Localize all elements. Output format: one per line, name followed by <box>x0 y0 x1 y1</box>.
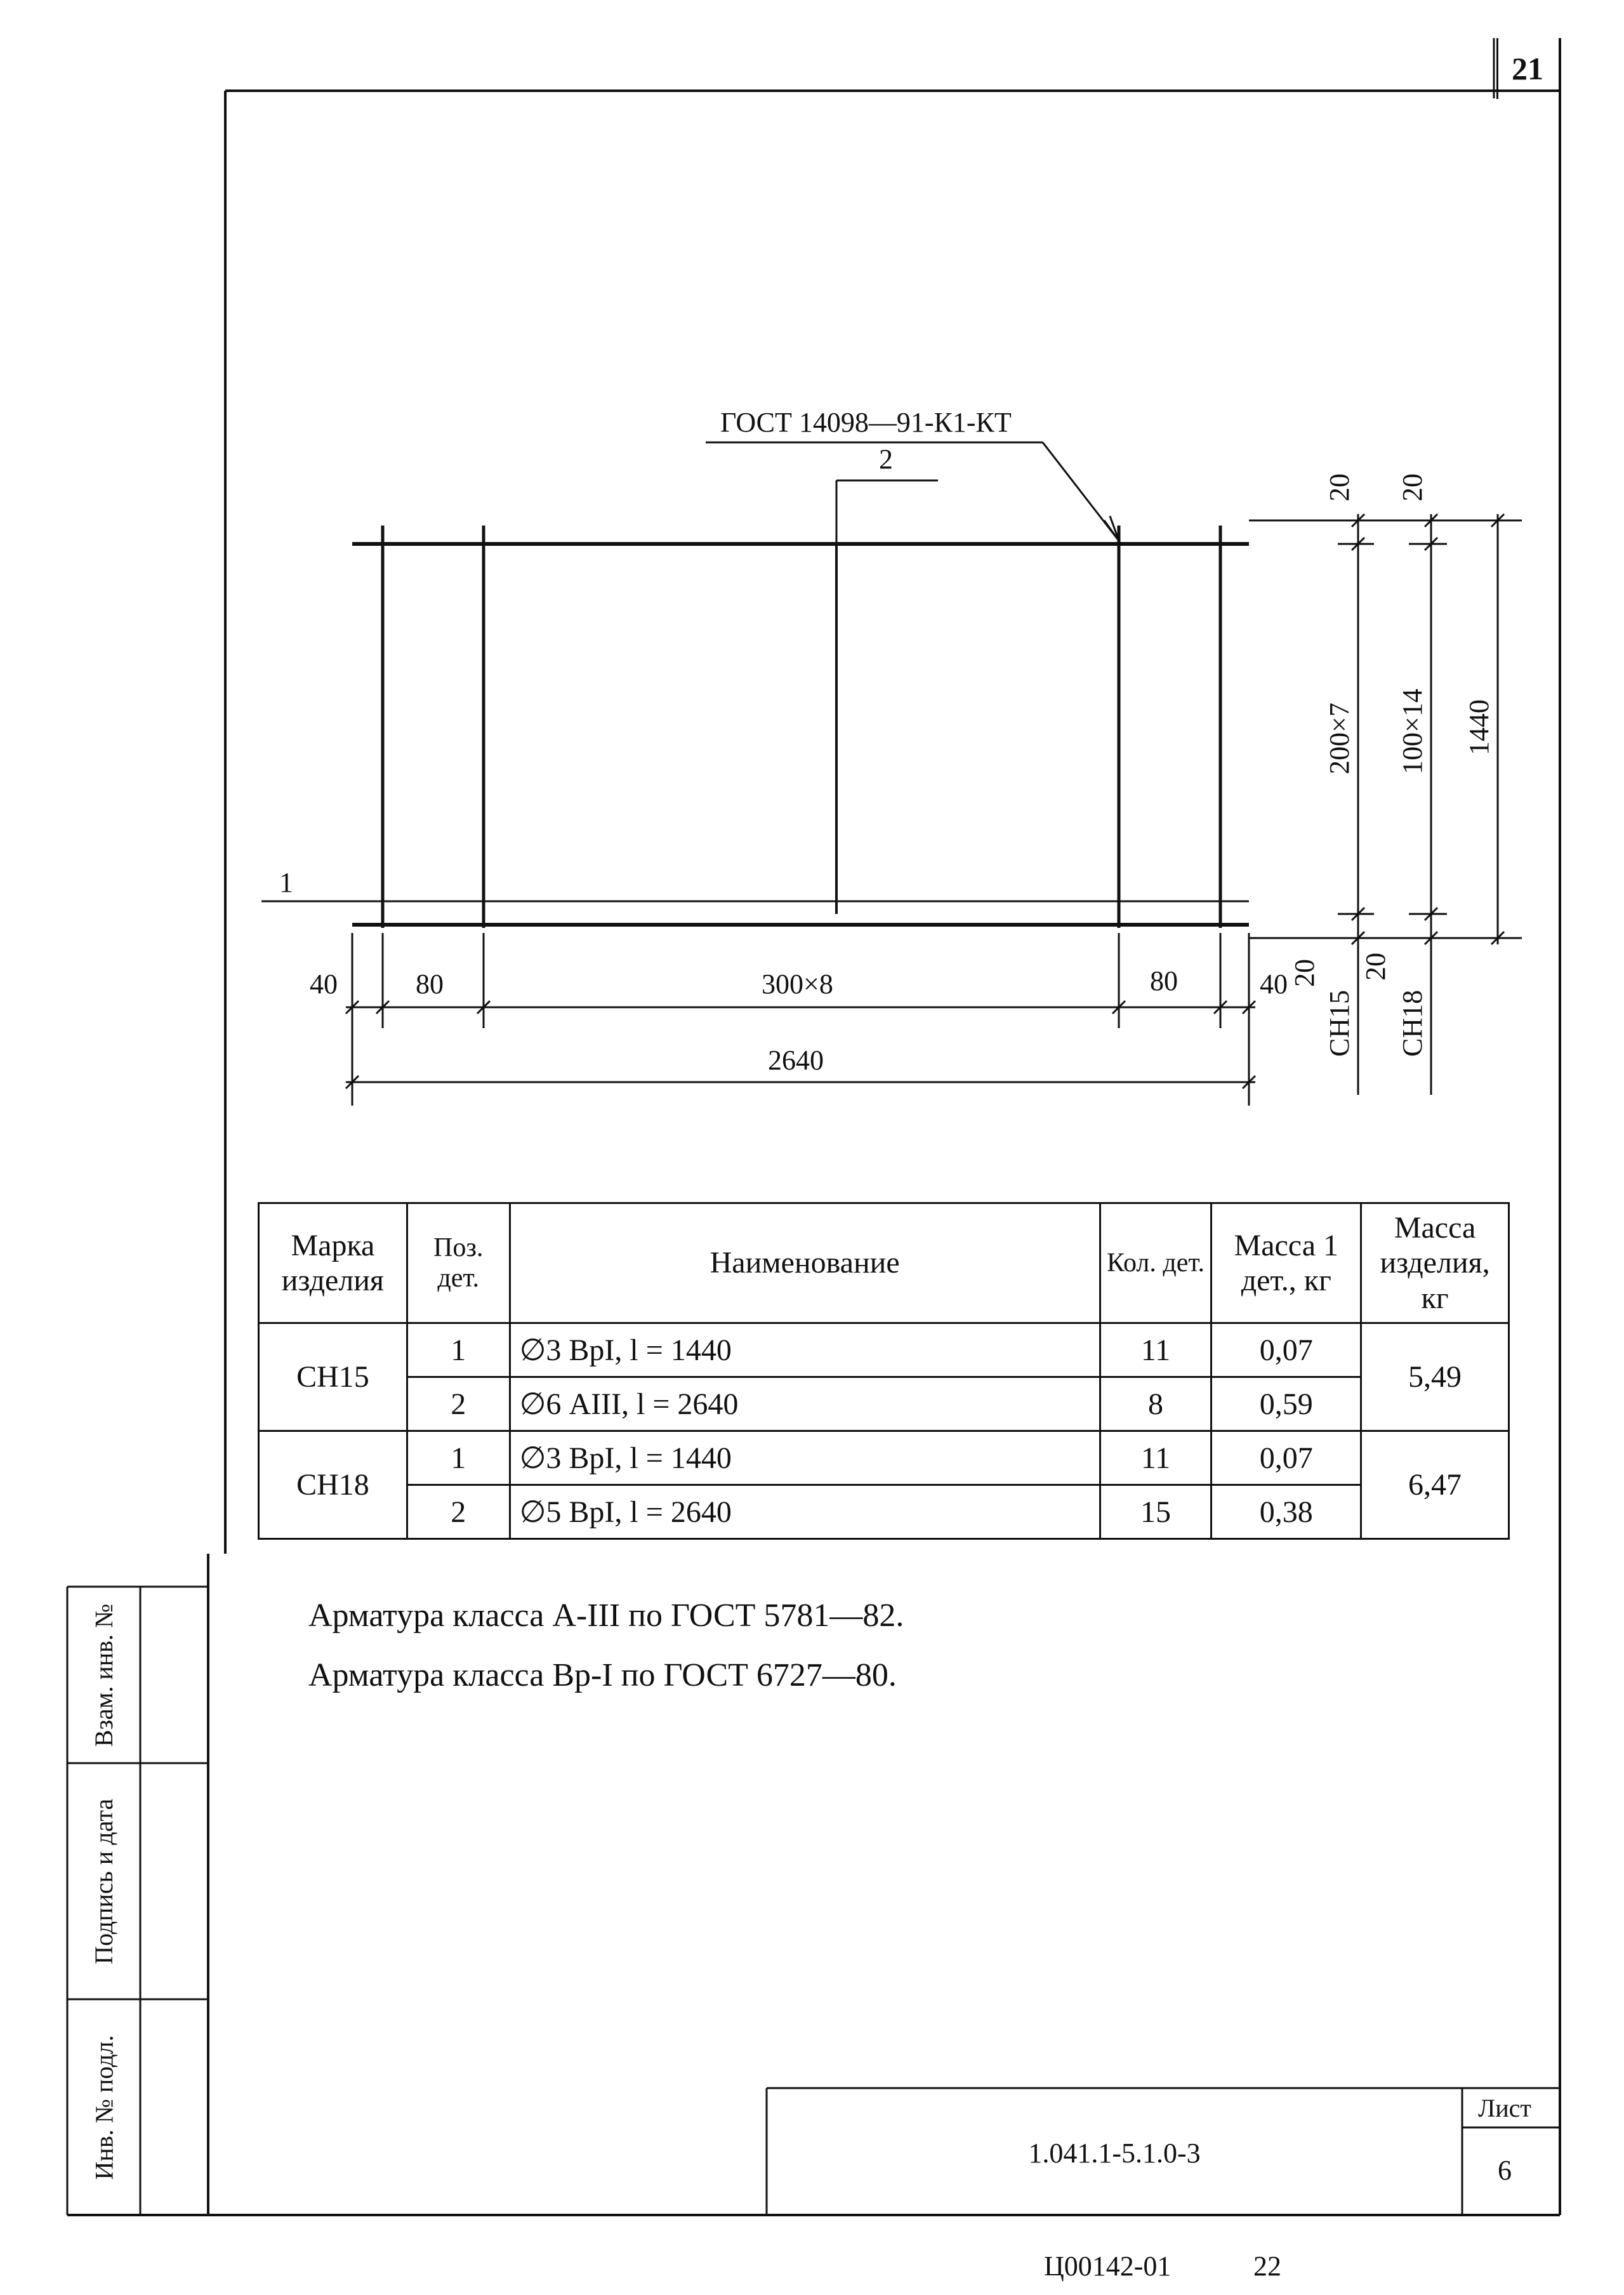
dim-total-height: 1440 <box>1463 699 1495 755</box>
cell-name: ∅3 ВрI, l = 1440 <box>510 1431 1100 1485</box>
cell-pos: 2 <box>407 1377 510 1431</box>
footer-page: 22 <box>1253 2251 1281 2282</box>
document-code: 1.041.1-5.1.0-3 <box>1028 2137 1201 2169</box>
specification-table <box>258 1202 1510 1540</box>
dim-height-ch15: 200×7 <box>1324 703 1355 774</box>
cell-qty: 15 <box>1100 1485 1211 1539</box>
cell-mark: СН15 <box>259 1323 407 1431</box>
dim-top-edge-1: 20 <box>1324 473 1355 501</box>
cell-qty: 11 <box>1100 1431 1211 1485</box>
cell-mark: СН18 <box>259 1431 407 1539</box>
dim-bottom-edge-2: 20 <box>1360 953 1391 981</box>
cell-name: ∅3 ВрI, l = 1440 <box>510 1323 1100 1377</box>
cell-mass-one: 0,07 <box>1211 1323 1361 1377</box>
dim-middle: 300×8 <box>762 969 833 1000</box>
mesh-bars <box>352 526 1249 928</box>
dim-right-edge: 40 <box>1260 969 1288 1000</box>
header-qty: Кол. дет. <box>1100 1203 1211 1323</box>
horizontal-dimensions <box>346 933 1255 1106</box>
table-row <box>259 1485 1509 1539</box>
cell-mass-total: 6,47 <box>1361 1431 1509 1539</box>
vertical-dimensions <box>1249 514 1522 1095</box>
position-label-top: 2 <box>879 444 893 475</box>
cell-mass-one: 0,59 <box>1211 1377 1361 1431</box>
sheet-number: 6 <box>1498 2154 1512 2186</box>
page-frame <box>67 38 1560 2215</box>
table-row <box>259 1323 1509 1377</box>
cell-name: ∅5 ВрI, l = 2640 <box>510 1485 1100 1539</box>
cell-pos: 2 <box>407 1485 510 1539</box>
table-row <box>259 1377 1509 1431</box>
cell-pos: 1 <box>407 1431 510 1485</box>
stamp-vzam: Взам. инв. № <box>89 1603 119 1747</box>
label-ch18: СН18 <box>1397 989 1428 1057</box>
table-header-row <box>259 1203 1509 1323</box>
cell-name: ∅6 АIII, l = 2640 <box>510 1377 1100 1431</box>
stamp-podpis: Подпись и дата <box>89 1798 118 1964</box>
cell-qty: 8 <box>1100 1377 1211 1431</box>
header-mass-one: Масса 1 дет., кг <box>1211 1203 1361 1323</box>
dim-right-pitch: 80 <box>1150 965 1178 996</box>
cell-qty: 11 <box>1100 1323 1211 1377</box>
standard-callout: ГОСТ 14098—91-К1-КТ <box>720 407 1012 438</box>
stamp-inv: Инв. № подл. <box>89 2035 119 2179</box>
cell-mass-total: 5,49 <box>1361 1323 1509 1431</box>
dim-bottom-edge-1: 20 <box>1289 959 1320 987</box>
dim-top-edge-2: 20 <box>1397 473 1428 501</box>
header-mass-total: Масса изделия, кг <box>1361 1203 1509 1323</box>
header-name: Наименование <box>510 1203 1100 1323</box>
header-mark: Марка изделия <box>259 1203 407 1323</box>
sheet-label: Лист <box>1478 2093 1531 2122</box>
drawing-labels <box>279 407 1495 1076</box>
table-row <box>259 1431 1509 1485</box>
note-vr1: Арматура класса Вр-I по ГОСТ 6727—80. <box>308 1657 897 1693</box>
header-pos: Поз. дет. <box>407 1203 510 1323</box>
leaders <box>261 442 1249 901</box>
dim-left-pitch: 80 <box>416 969 444 1000</box>
cell-pos: 1 <box>407 1323 510 1377</box>
cell-mass-one: 0,07 <box>1211 1431 1361 1485</box>
footer-doc-code: Ц00142-01 <box>1044 2251 1172 2282</box>
dim-total-length: 2640 <box>768 1045 824 1076</box>
position-label-bottom: 1 <box>279 867 293 898</box>
page-number: 21 <box>1496 38 1557 99</box>
label-ch15: СН15 <box>1324 989 1355 1057</box>
dim-left-edge: 40 <box>310 969 338 1000</box>
cell-mass-one: 0,38 <box>1211 1485 1361 1539</box>
note-a3: Арматура класса А-III по ГОСТ 5781—82. <box>308 1597 904 1634</box>
dim-height-ch18: 100×14 <box>1397 689 1428 774</box>
